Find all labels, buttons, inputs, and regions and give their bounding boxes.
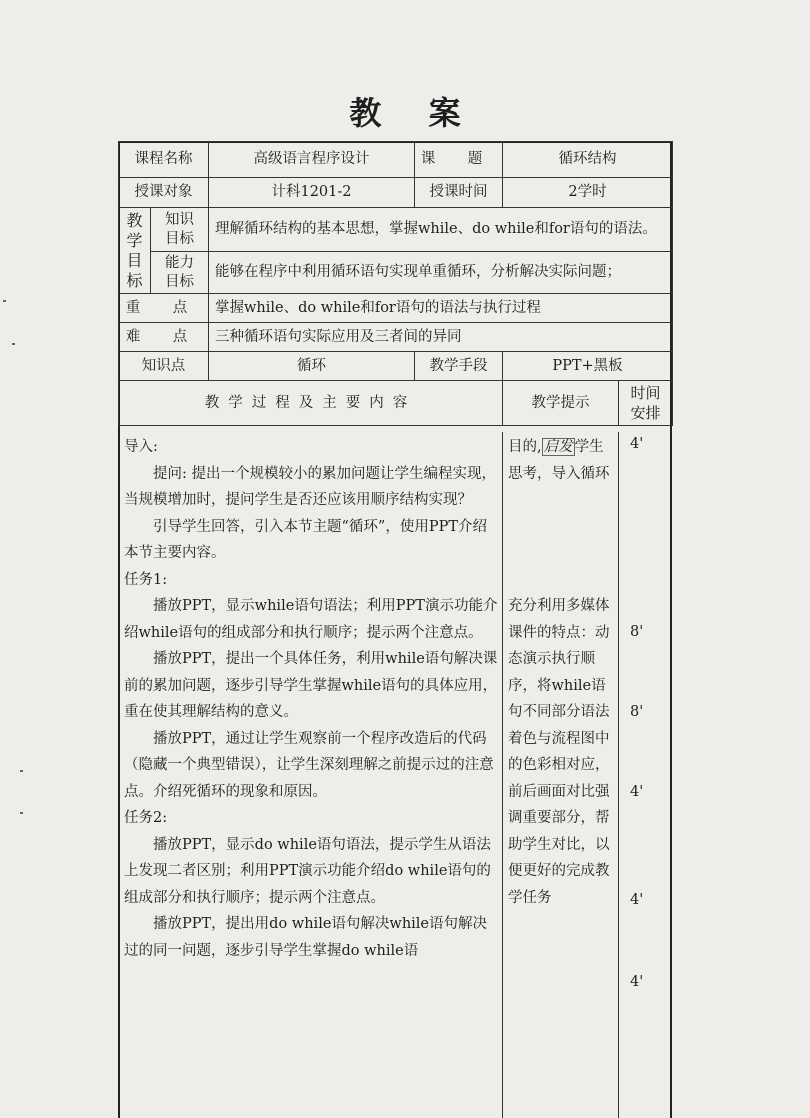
task1-heading: 任务1:	[124, 571, 168, 588]
scan-mark	[20, 812, 23, 814]
teaching-hints	[508, 434, 618, 911]
method: PPT+黑板	[503, 352, 673, 381]
scan-mark	[3, 300, 6, 302]
hint-multimedia: 充分利用多媒体课件的特点：动态演示执行顺序，将while语句不同部分语法着色与流程图中的色彩相对应，前后画面对比强调重要部分，帮助学生对比，以便更好的完成教学任务	[508, 598, 610, 906]
key-row	[119, 294, 673, 323]
process-body	[118, 432, 672, 1118]
time-column-divider	[618, 432, 619, 1118]
intro-paragraph-1: 提问: 提出一个规模较小的累加问题让学生编程实现，当规模增加时，提问学生是否还应该用顺序结构实现？	[124, 465, 496, 508]
handwritten-annotation: 启发	[543, 439, 573, 455]
course-name: 高级语言程序设计	[209, 142, 415, 178]
key-label: 重 点	[119, 294, 209, 323]
task1-paragraph-1: 播放PPT，显示while语句语法；利用PPT演示功能介绍while语句的组成部分和执行顺序；提示两个注意点。	[124, 598, 498, 641]
intro-heading: 导入:	[124, 439, 158, 455]
audience-row	[119, 178, 673, 208]
knowledge-goal-row	[119, 208, 673, 252]
task2-paragraph-2: 播放PPT，提出用do while语句解决while语句解决过的同一问题，逐步引导学生掌握do while语	[124, 916, 488, 959]
difficulty: 三种循环语句实际应用及三者间的异同	[209, 323, 673, 352]
course-name-label: 课程名称	[119, 142, 209, 178]
knowledge-point-label: 知识点	[119, 352, 209, 381]
teaching-goal-group	[119, 208, 151, 294]
audience-label: 授课对象	[119, 178, 209, 208]
ability-goal: 能够在程序中利用循环语句实现单重循环，分析解决实际问题；	[209, 252, 673, 294]
time-slot: 8'	[630, 704, 644, 720]
time-slot: 8'	[630, 624, 644, 640]
knowledge-goal: 理解循环结构的基本思想，掌握while、do while和for语句的语法。	[209, 208, 673, 252]
ability-goal-label: 能力 目标	[151, 252, 209, 294]
time-slot: 4'	[630, 892, 644, 908]
topic: 循环结构	[503, 142, 673, 178]
difficulty-label: 难 点	[119, 323, 209, 352]
hint-column-divider	[502, 432, 503, 1118]
task2-paragraph-1: 播放PPT，显示do while语句语法，提示学生从语法上发现二者区别；利用PPT演示功能介绍do while语句的组成部分和执行顺序；提示两个注意点。	[124, 836, 491, 906]
scan-mark	[20, 770, 23, 772]
lesson-meta-table	[118, 141, 673, 426]
knowledge-point-row	[119, 352, 673, 381]
task1-paragraph-3: 播放PPT，通过让学生观察前一个程序改造后的代码（隐藏一个典型错误），让学生深刻理解之前提示过的注意点。介绍死循环的现象和原因。	[124, 730, 494, 800]
scan-mark	[12, 343, 15, 345]
page-title: 教 案	[349, 94, 479, 132]
method-label: 教学手段	[415, 352, 503, 381]
course-row	[119, 142, 673, 178]
time-slot: 4'	[630, 436, 644, 452]
topic-label: 课 题	[415, 142, 503, 178]
hours: 2学时	[503, 178, 673, 208]
teaching-goal-label-2: 目标	[126, 250, 143, 290]
time-slot: 4'	[630, 784, 644, 800]
teaching-goal-label-1: 教学	[126, 210, 143, 250]
task1-paragraph-2: 播放PPT，提出一个具体任务，利用while语句解决课前的累加问题，逐步引导学生掌握while语句的具体应用，重在使其理解结构的意义。	[124, 651, 498, 720]
intro-paragraph-2: 引导学生回答，引入本节主题“循环”，使用PPT介绍本节主要内容。	[124, 518, 488, 561]
hint-intro: 目的, 启发 学生思考，导入循环	[508, 439, 610, 482]
process-time-header: 时间 安排	[619, 381, 673, 426]
ability-goal-row	[119, 252, 673, 294]
key-point: 掌握while、do while和for语句的语法与执行过程	[209, 294, 673, 323]
process-hint-header: 教学提示	[503, 381, 619, 426]
process-header-row	[119, 381, 673, 426]
knowledge-goal-label: 知识 目标	[151, 208, 209, 252]
difficulty-row	[119, 323, 673, 352]
task2-heading: 任务2:	[124, 810, 168, 826]
time-slot: 4'	[630, 974, 644, 990]
knowledge-point: 循环	[209, 352, 415, 381]
process-content-header: 教学过程及主要内容	[119, 381, 503, 426]
audience: 计科1201-2	[209, 178, 415, 208]
process-content	[124, 434, 498, 964]
hours-label: 授课时间	[415, 178, 503, 208]
